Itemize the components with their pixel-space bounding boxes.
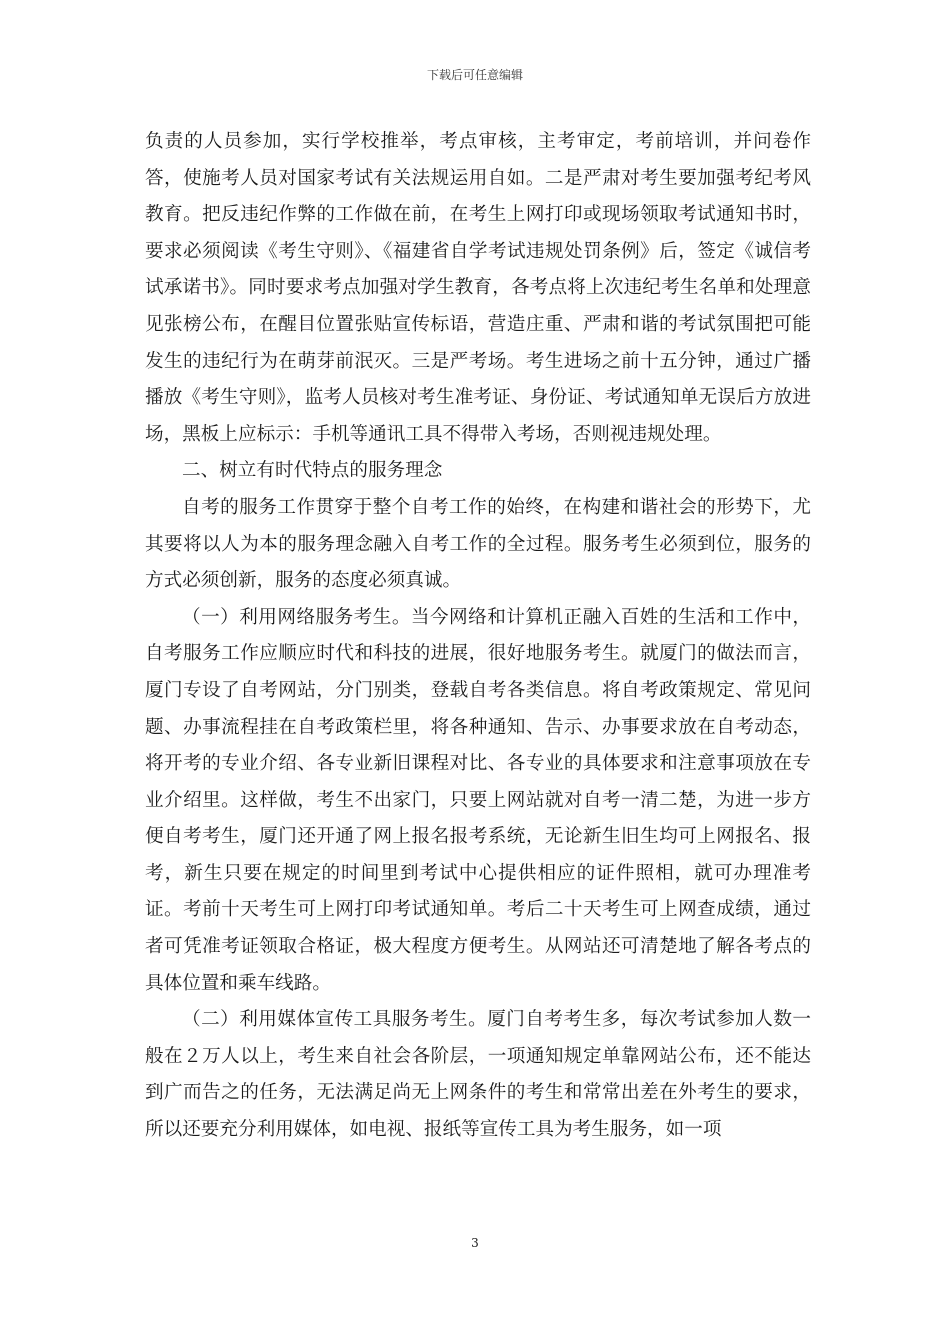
paragraph-service-intro: 自考的服务工作贯穿于整个自考工作的始终，在构建和谐社会的形势下，尤其要将以人为本的服务理念融入自考工作的全过程。服务考生必须到位，服务的方式必须创新，服务的态度必须真诚。 xyxy=(145,496,811,592)
paragraph-exam-discipline: 负责的人员参加，实行学校推举，考点审核，主考审定，考前培训，并问卷作答，使施考人员对国家考试有关法规运用自如。二是严肃对考生要加强考纪考风教育。把反违纪作弊的工作做在前，在考生上网打印或现场领取考试通知书时，要求必须阅读《考生守则》、《福建省自学考试违规处罚条例》后，签定《诚信考试承诺书》。同时要求考点加强对学生教育，各考点将上次违纪考生名单和处理意见张榜公布，在醒目位置张贴宣传标语，营造庄重、严肃和谐的考试氛围把可能发生的违纪行为在萌芽前泯灭。三是严考场。考生进场之前十五分钟，通过广播播放《考生守则》，监考人员核对考生准考证、身份证、考试通知单无误后方放进场，黑板上应标示：手机等通讯工具不得带入考场，否则视违规处理。 xyxy=(145,131,811,445)
document-body xyxy=(145,124,811,1149)
paragraph-media-service: （二）利用媒体宣传工具服务考生。厦门自考考生多，每次考试参加人数一般在２万人以上，考生来自社会各阶层，一项通知规定单靠网站公布，还不能达到广而告之的任务，无法满足尚无上网条件的考生和常常出差在外考生的要求，所以还要充分利用媒体，如电视、报纸等宣传工具为考生服务，如一项 xyxy=(145,1009,811,1141)
page-header: 下载后可任意编辑 xyxy=(426,68,523,82)
paragraph-network-service: （一）利用网络服务考生。当今网络和计算机正融入百姓的生活和工作中，自考服务工作应顺应时代和科技的进展，很好地服务考生。就厦门的做法而言，厦门专设了自考网站，分门别类，登载自考各类信息。将自考政策规定、常见问题、办事流程挂在自考政策栏里，将各种通知、告示、办事要求放在自考动态，将开考的专业介绍、各专业新旧课程对比、各专业的具体要求和注意事项放在专业介绍里。这样做，考生不出家门，只要上网站就对自考一清二楚，为进一步方便自考考生，厦门还开通了网上报名报考系统，无论新生旧生均可上网报名、报考，新生只要在规定的时间里到考试中心提供相应的证件照相，就可办理准考证。考前十天考生可上网打印考试通知单。考后二十天考生可上网查成绩，通过者可凭准考证领取合格证，极大程度方便考生。从网站还可清楚地了解各考点的具体位置和乘车线路。 xyxy=(145,606,811,994)
section-heading-service-concept: 二、树立有时代特点的服务理念 xyxy=(182,460,443,482)
page-number: 3 xyxy=(471,1236,479,1250)
